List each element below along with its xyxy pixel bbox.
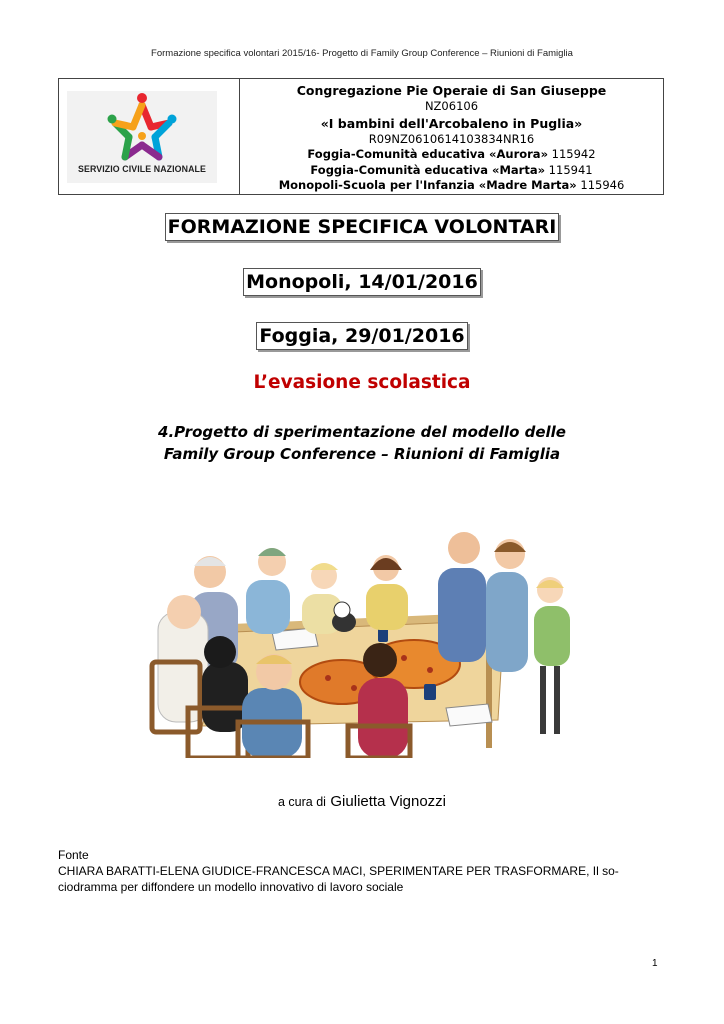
- date-box-2: [0, 322, 724, 350]
- site-label: Foggia-Comunità educativa «Marta»: [310, 162, 546, 177]
- project-name: «I bambini dell'Arcobaleno in Puglia»: [320, 115, 583, 131]
- page-number: 1: [652, 958, 658, 969]
- servizio-civile-logo: [67, 91, 217, 183]
- info-box: [58, 78, 664, 195]
- date-1: Monopoli, 14/01/2016: [243, 268, 481, 296]
- main-title: FORMAZIONE SPECIFICA VOLONTARI: [165, 213, 560, 241]
- subtitle-line-1: 4.Progetto di sperimentazione del modello delle: [158, 423, 566, 441]
- site-line: [240, 163, 663, 179]
- topic-title: L’evasione scolastica: [253, 372, 471, 393]
- logo-cell: [59, 79, 240, 194]
- main-title-box: [0, 213, 724, 241]
- credit: [0, 793, 724, 811]
- logo-text: SERVIZIO CIVILE NAZIONALE: [78, 164, 206, 174]
- family-meeting-illustration: [142, 512, 580, 758]
- site-line: [240, 178, 663, 194]
- info-cell: [240, 79, 663, 194]
- congregation-name: Congregazione Pie Operaie di San Giuseppe: [296, 83, 607, 98]
- source-block: [58, 847, 668, 895]
- date-2: Foggia, 29/01/2016: [256, 322, 467, 350]
- site-code: 115941: [545, 162, 593, 177]
- code-1: NZ06106: [424, 99, 479, 113]
- source-line-2: ciodramma per diffondere un modello innovativo di lavoro sociale: [58, 880, 404, 894]
- source-label: Fonte: [58, 848, 89, 862]
- site-code: 115942: [548, 147, 596, 161]
- credit-author: Giulietta Vignozzi: [330, 793, 447, 810]
- source-line-1: CHIARA BARATTI-ELENA GIUDICE-FRANCESCA MACI, SPERIMENTARE PER TRASFORMARE, Il so-: [58, 864, 619, 878]
- running-header: Formazione specifica volontari 2015/16- Progetto di Family Group Conference – Riunioni di Famiglia: [151, 48, 573, 59]
- site-line: [240, 147, 663, 163]
- date-box-1: [0, 268, 724, 296]
- site-label: Foggia-Comunità educativa «Aurora»: [307, 147, 548, 161]
- code-2: R09NZ0610614103834NR16: [368, 131, 535, 146]
- site-label: Monopoli-Scuola per l'Infanzia «Madre Marta»: [278, 178, 577, 192]
- star-people-icon: [105, 91, 179, 163]
- credit-prefix: a cura di: [277, 795, 326, 809]
- site-code: 115946: [576, 178, 625, 192]
- subtitle-line-2: Family Group Conference – Riunioni di Famiglia: [163, 445, 561, 463]
- subtitle: [0, 421, 724, 465]
